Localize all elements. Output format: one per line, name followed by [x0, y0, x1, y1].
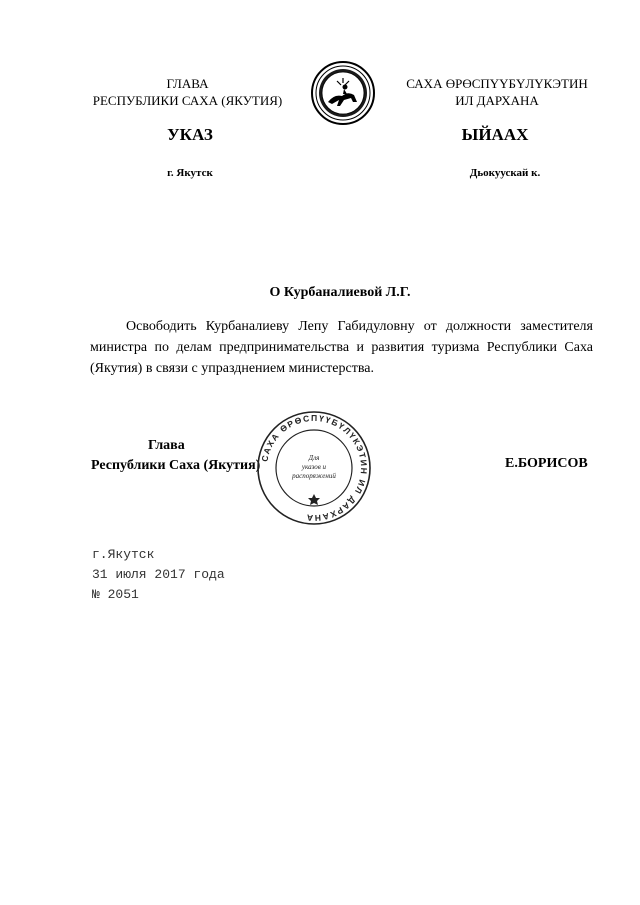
- footer-date: 31 июля 2017 года: [92, 567, 225, 582]
- document-body: Освободить Курбаналиеву Лепу Габидуловну от должности заместителя министра по делам предпринимательства и развития туризма Республики Саха (Якутия) в связи с упразднением министерства.: [90, 319, 593, 376]
- signatory-role-line2: Республики Саха (Якутия): [91, 458, 261, 473]
- coat-of-arms-icon: [310, 60, 376, 126]
- decree-title-ru: УКАЗ: [167, 125, 213, 144]
- header-left-line2: РЕСПУБЛИКИ САХА (ЯКУТИЯ): [92, 93, 283, 108]
- footer-city: г.Якутск: [92, 547, 155, 562]
- header-left-line1: ГЛАВА: [166, 76, 209, 91]
- signatory-name: Е.БОРИСОВ: [505, 456, 588, 471]
- document-title: О Курбаналиевой Л.Г.: [269, 285, 411, 300]
- city-sah: Дьокуускай к.: [469, 167, 541, 179]
- footer-number: № 2051: [92, 587, 139, 602]
- header-right: [392, 75, 602, 109]
- header-right-line1: САХА ӨРӨСПҮҮБҮЛҮКЭТИН: [406, 76, 588, 91]
- seal-inner-text-2: указов и: [301, 463, 327, 471]
- seal-inner-text-1: Для: [308, 454, 320, 462]
- header-left: [80, 75, 295, 109]
- header-right-line2: ИЛ ДАРХАНА: [455, 93, 539, 108]
- signatory-role-line1: Глава: [148, 438, 185, 453]
- seal-outer-text: САХА ӨРӨСПҮҮБҮЛҮКЭТИН ИЛ ДАРХАНА: [259, 412, 370, 524]
- decree-title-sah: ЫЙААХ: [461, 125, 529, 144]
- seal-inner-text-3: распоряжений: [292, 472, 336, 480]
- city-ru: г. Якутск: [167, 167, 213, 179]
- official-seal-icon: [256, 410, 372, 526]
